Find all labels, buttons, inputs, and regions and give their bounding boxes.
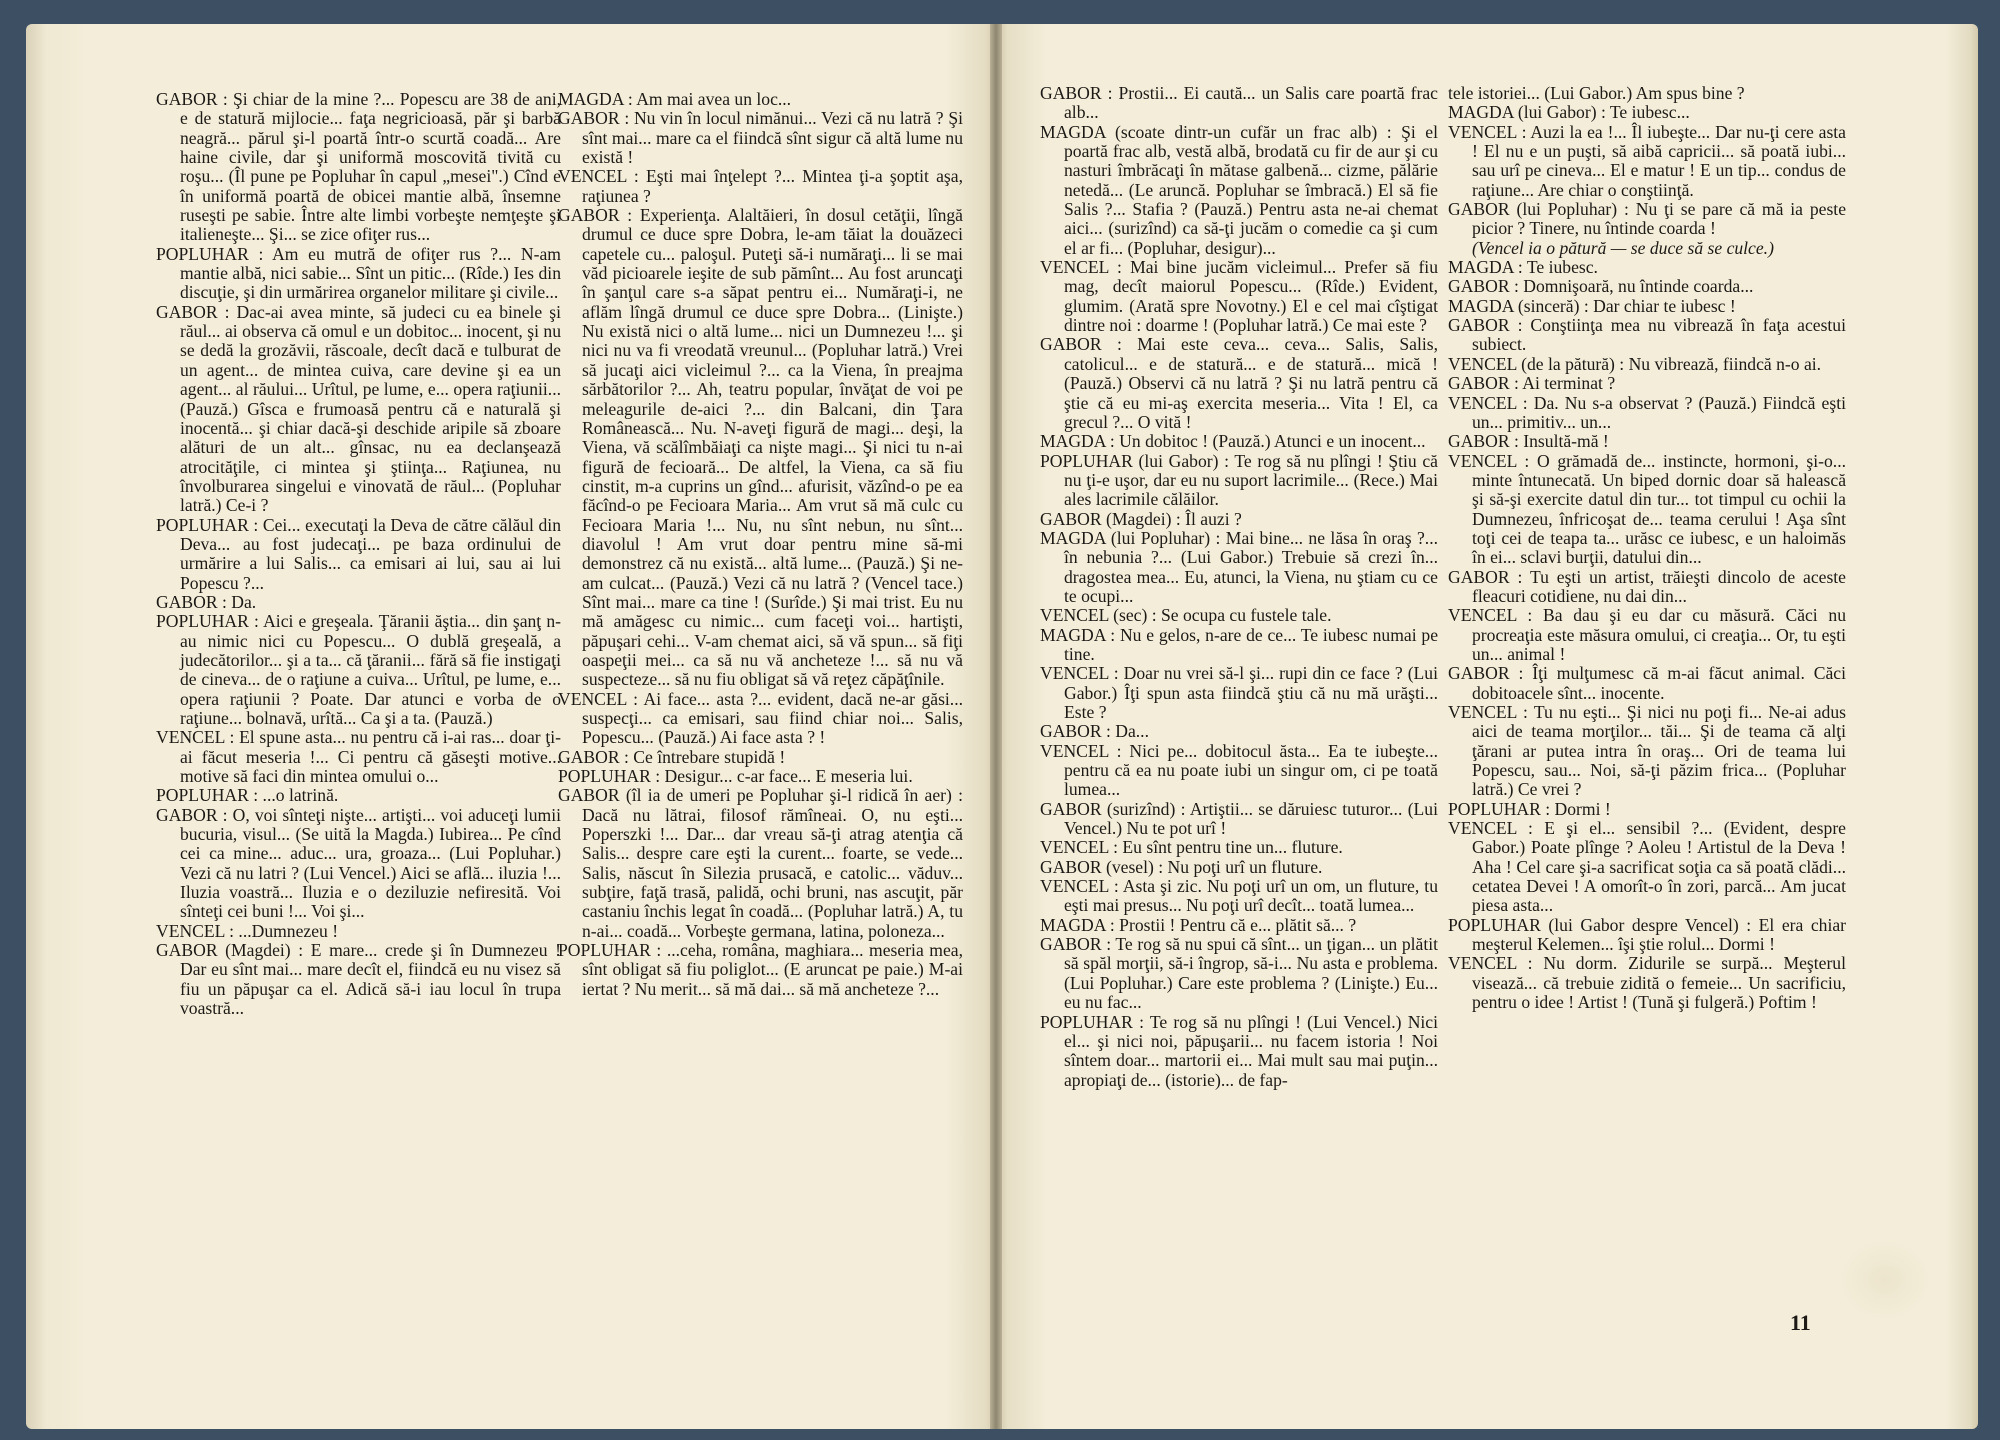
dialogue-paragraph: MAGDA (lui Gabor) : Te iubesc... [1448, 102, 1690, 123]
dialogue-paragraph: POPLUHAR : Dormi ! [1448, 798, 1611, 819]
dialogue-paragraph: VENCEL (sec) : Se ocupa cu fustele tale. [1040, 605, 1332, 626]
dialogue-paragraph: GABOR : Mai este ceva... ceva... Salis, Salis, catolicul... e de statură... e de statură... mică ! (Pauză.) Observi că nu latră ? Şi nu latră pentru că ştie că eu mi-aş exercita meseria... Vita ! El, ca grecul ?... O vită ! [1040, 334, 1438, 432]
dialogue-paragraph: POPLUHAR : Cei... executaţi la Deva de către călăul din Deva... au fost judecaţi... pe baza ordinului de urmărire a lui Salis... ca emisari ai lui, sau ai lui Popescu ?... [156, 514, 561, 593]
dialogue-paragraph: VENCEL : Tu nu eşti... Şi nici nu poţi fi... Ne-ai adus aici de teama morţilor... tăi... Şi de teama că alţi ţărani ar putea intra în oraş... Ori de teama lui Popescu, sau... Noi, să-ţi păzim frica... (Popluhar latră.) Ce vrei ? [1448, 702, 1846, 800]
dialogue-paragraph: POPLUHAR (lui Gabor) : Te rog să nu plîngi ! Ştiu că nu ţi-e uşor, dar eu nu suport lacrimile... (Rece.) Mai ales lacrimile călăilor. [1040, 450, 1438, 510]
text-column-1 [156, 90, 561, 1019]
dialogue-paragraph: (Vencel ia o pătură — se duce să se culce.) [1472, 237, 1774, 258]
dialogue-paragraph: MAGDA : Prostii ! Pentru că e... plătit să... ? [1040, 914, 1357, 935]
dialogue-paragraph: VENCEL : Eu sînt pentru tine un... fluture. [1040, 837, 1343, 858]
dialogue-paragraph: GABOR : Experienţa. Alaltăieri, în dosul cetăţii, lîngă drumul ce duce spre Dobra, le-am tăiat la douăzeci capetele cu... paloşul. Puteţi să-i număraţi... li se mai văd picioarele ieşite de sub pămînt... Au fost aruncaţi în şanţul care s-a săpat pentru ei... Număraţi-i, ne aflăm lîngă drumul ce duce spre Dobra... (Linişte.) Nu există nici o altă lume... nici un Dumnezeu !... şi nici nu va fi vreodată vreunul... (Popluhar latră.) Vrei să jucaţi aici vicleimul ?... ca la Viena, în preajma sărbătorilor ?... Ah, teatru popular, învăţat de voi pe meleagurile de-aici ?... din Balcani, din Ţara Românească... Nu. N-aveţi figură de magi... deşi, la Viena, vă scălîmbăiaţi ca nişte magi... Şi nici tu n-ai figură de fecioară... De altfel, la Viena, ca să fiu cinstit, m-a cuprins un gînd... afurisit, văzînd-o pe ea făcînd-o pe Fecioara Maria... Am vrut să mă culc cu Fecioara Maria !... Nu, nu sînt nebun, nu sînt... diavolul ! Am vrut doar pentru mine să-mi demonstrez că nu există... altă lume... (Pauză.) Şi ne-am culcat... (Pauză.) Vezi că nu latră ? (Vencel tace.) Sînt mai... mare ca tine ! (Surîde.) Şi mai trist. Eu nu mă amăgesc cu nimic... cum faceţi voi... hartişti, păpuşari cehi... V-am chemat aici, să vă spun... să fiţi oaspeţii mei... ca să nu vă ancheteze !... să nu vă suspecteze... să nu fiu obligat să vă reţez căpăţînile. [558, 205, 963, 690]
dialogue-paragraph: VENCEL : O grămadă de... instincte, hormoni, şi-o... minte întunecată. Un biped dornic doar să halească şi să-şi exercite datul din tur... tot timpul cu ochii la Dumnezeu, înfricoşat de... teama cerului ! Aşa sînt toţi cei de teapa ta... urăsc ce iubesc, e un haloimăs în ei... sclavi burţii, datului din... [1448, 450, 1846, 568]
dialogue-paragraph: MAGDA (scoate dintr-un cufăr un frac alb) : Şi el poartă frac alb, vestă albă, brodată cu fir de aur şi cu nasturi îmbrăcaţi în mătase galbenă... cizme, pălărie netedă... (Le aruncă. Popluhar se îmbracă.) El să fie Salis ?... Stafia ? (Pauză.) Pentru asta ne-ai chemat aici... (surizînd) ca să-ţi jucăm o comedie ca şi cum el ar fi... (Popluhar, desigur)... [1040, 121, 1438, 258]
dialogue-paragraph: VENCEL : El spune asta... nu pentru că i-ai ras... doar ţi-ai făcut meseria !... Ci pentru că găseşti motive... motive să faci din mintea omului o... [156, 727, 561, 787]
dialogue-paragraph: VENCEL : Nu dorm. Zidurile se surpă... Meşterul visează... că trebuie zidită o femeie... Un sacrificiu, pentru o idee ! Artist ! (Tună şi fulgeră.) Poftim ! [1448, 953, 1846, 1013]
dialogue-paragraph: VENCEL : Doar nu vrei să-l şi... rupi din ce face ? (Lui Gabor.) Îţi spun asta fiindcă ştiu că nu mă urăşti... Este ? [1040, 663, 1438, 722]
dialogue-paragraph: MAGDA (lui Popluhar) : Mai bine... ne lăsa în oraş ?... în nebunia ?... (Lui Gabor.) Trebuie să crezi în... dragostea mea... Eu, atunci, la Viena, nu ştiam cu ce te ocupi... [1040, 527, 1438, 606]
dialogue-paragraph: MAGDA : Te iubesc. [1448, 257, 1598, 278]
page-number: 11 [1790, 1310, 1811, 1335]
dialogue-paragraph: POPLUHAR (lui Gabor despre Vencel) : El era chiar meşterul Kelemen... îşi ştie rolul... Dormi ! [1448, 914, 1846, 955]
dialogue-paragraph: GABOR : Îţi mulţumesc că m-ai făcut animal. Căci dobitoacele sînt... inocente. [1448, 663, 1846, 703]
dialogue-paragraph: POPLUHAR : Aici e greşeala. Ţăranii ăştia... din şanţ n-au nimic nici cu Popescu... O dublă greşeală, a judecătorilor... şi a ta... că ţăranii... fără să fie instigaţi de cineva... de o raţiune a cuiva... Urîtul, pe lume, e... opera raţiunii ? Poate. Dar atunci e vorba de o raţiune... bolnavă, urîtă... Ca şi a ta. (Pauză.) [156, 611, 561, 728]
dialogue-paragraph: GABOR (vesel) : Nu poţi urî un fluture. [1040, 856, 1323, 877]
dialogue-paragraph: VENCEL : Asta şi zic. Nu poţi urî un om, un fluture, tu eşti mai presus... Nu poţi urî decît... toată lumea... [1040, 876, 1438, 916]
dialogue-paragraph: GABOR : Dac-ai avea minte, să judeci cu ea binele şi răul... ai observa că omul e un dobitoc... inocent, şi nu se dedă la grozăvii, răscoale, decît dacă e tulburat de un agent... de mintea cuiva, care devine şi ea un agent... al răului... Urîtul, pe lume, e... opera raţiunii... (Pauză.) Gîsca e frumoasă pentru că e naturală şi inocentă... şi chiar dacă-şi deschide aripile să zboare alături de un alt... gînsac, nu ea declanşează atrocităţile, ci mintea şi ştiinţa... Raţiunea, nu învolburarea singelui e vinovată de răul... (Popluhar latră.) Ce-i ? [156, 301, 561, 516]
dialogue-paragraph: GABOR (îl ia de umeri pe Popluhar şi-l ridică în aer) : Dacă nu lătrai, filosof rămîneai. O, nu eşti... Poperszki !... Dar... dar vreau să-ţi atrag atenţia că Salis... despre care eşti la curent... foarte, se vede... Salis, născut în Silezia prusacă, e catolic... văduv... subţire, faţă trasă, palidă, ochi bruni, nas ascuţit, păr castaniu închis legat în coadă... (Popluhar latră.) A, tu n-ai... coadă... Vorbeşte germana, latina, poloneza... [558, 785, 963, 941]
dialogue-paragraph: GABOR : Nu vin în locul nimănui... Vezi că nu latră ? Şi sînt mai... mare ca el fiindcă sînt sigur că altă lume nu există ! [558, 108, 963, 168]
text-column-4 [1448, 84, 1846, 1013]
dialogue-paragraph: tele istoriei... (Lui Gabor.) Am spus bine ? [1448, 83, 1745, 103]
dialogue-paragraph: GABOR : Da... [1040, 721, 1149, 742]
dialogue-paragraph: MAGDA : Am mai avea un loc... [558, 89, 792, 109]
dialogue-paragraph: GABOR (surizînd) : Artiştii... se dăruiesc tuturor... (Lui Vencel.) Nu te pot urî ! [1040, 798, 1438, 839]
dialogue-paragraph: GABOR : Ce întrebare stupidă ! [558, 746, 786, 767]
dialogue-paragraph: GABOR : Da. [156, 591, 257, 612]
dialogue-paragraph: GABOR : Ai terminat ? [1448, 373, 1616, 394]
dialogue-paragraph: GABOR (Magdei) : E mare... crede şi în Dumnezeu ! Dar eu sînt mai... mare decît el, fiindcă eu nu visez să fiu un păpuşar ca el. Adică să-i iau locul în trupa voastră... [156, 940, 561, 1019]
dialogue-paragraph: GABOR (Magdei) : Îl auzi ? [1040, 508, 1242, 529]
dialogue-paragraph: GABOR : Conştiinţa mea nu vibrează în faţa acestui subiect. [1448, 315, 1846, 355]
dialogue-paragraph: GABOR : Domnişoară, nu întinde coarda... [1448, 276, 1754, 297]
text-column-2 [558, 90, 963, 999]
dialogue-paragraph: VENCEL : E şi el... sensibil ?... (Evident, despre Gabor.) Poate plînge ? Aoleu ! Artistul de la Deva ! Aha ! Cel care şi-a sacrificat soţia ca să poată clădi... cetatea Devei ! A omorît-o în zori, parcă... Am jucat piesa asta... [1448, 818, 1846, 916]
dialogue-paragraph: GABOR : O, voi sînteţi nişte... artişti... voi aduceţi lumii bucuria, visul... (Se uită la Magda.) Iubirea... Pe cînd cei ca mine... aduc... ura, groaza... (Lui Popluhar.) Vezi că nu latri ? (Lui Vencel.) Aici se află... iluzia !... Iluzia voastră... Iluzia e o deziluzie nefiresită. Voi sînteţi cei buni !... Voi şi... [156, 804, 561, 922]
dialogue-paragraph: MAGDA (sinceră) : Dar chiar te iubesc ! [1448, 295, 1736, 316]
dialogue-paragraph: GABOR : Insultă-mă ! [1448, 431, 1609, 452]
dialogue-paragraph: GABOR : Te rog să nu spui că sînt... un ţigan... un plătit să spăl morţii, să-i îngrop, să-i... Nu asta e problema. (Lui Popluhar.) Care este problema ? (Linişte.) Eu... eu nu fac... [1040, 934, 1438, 1013]
dialogue-paragraph: VENCEL (de la pătură) : Nu vibrează, fiindcă n-o ai. [1448, 353, 1822, 374]
dialogue-paragraph: VENCEL : Nici pe... dobitocul ăsta... Ea te iubeşte... pentru că ea nu poate iubi un singur om, ci pe toată lumea... [1040, 740, 1438, 800]
dialogue-paragraph: POPLUHAR : ...ceha, româna, maghiara... meseria mea, sînt obligat să fiu poliglot... (E aruncat pe paie.) M-ai iertat ? Nu merit... să mă dai... să mă ancheteze ?... [558, 940, 963, 999]
dialogue-paragraph: POPLUHAR : ...o latrină. [156, 785, 339, 806]
dialogue-paragraph: MAGDA : Nu e gelos, n-are de ce... Te iubesc numai pe tine. [1040, 624, 1438, 664]
dialogue-paragraph: GABOR : Prostii... Ei caută... un Salis care poartă frac alb... [1040, 83, 1438, 123]
dialogue-paragraph: POPLUHAR : Am eu mutră de ofiţer rus ?... N-am mantie albă, nici sabie... Sînt un pitic... (Rîde.) Ies din discuţie, şi din urmărirea organelor militare şi civile... [156, 243, 561, 303]
dialogue-paragraph: VENCEL : Eşti mai înţelept ?... Mintea ţi-a şoptit aşa, raţiunea ? [558, 166, 963, 206]
dialogue-paragraph: VENCEL : Ba dau şi eu dar cu măsură. Căci nu procreaţia este măsura omului, ci creaţia... Or, tu eşti un... animal ! [1448, 605, 1846, 664]
dialogue-paragraph: GABOR (lui Popluhar) : Nu ţi se pare că mă ia peste picior ? Tinere, nu întinde coarda ! [1448, 199, 1846, 239]
dialogue-paragraph: MAGDA : Un dobitoc ! (Pauză.) Atunci e un inocent... [1040, 431, 1426, 452]
dialogue-paragraph: VENCEL : Auzi la ea !... Îl iubeşte... Dar nu-ţi cere asta ! El nu e un puşti, să aibă capricii... să poată iubi... sau urî pe cineva... El e matur ! E un tip... condus de raţiune... Are chiar o conştiinţă. [1448, 121, 1846, 200]
paper-stain [1840, 1240, 1930, 1320]
dialogue-paragraph: VENCEL : Ai face... asta ?... evident, dacă ne-ar găsi... suspecţi... ca emisari, sau fiind chiar noi... Salis, Popescu... (Pauză.) Ai face asta ? ! [558, 688, 963, 748]
dialogue-paragraph: GABOR : Şi chiar de la mine ?... Popescu are 38 de ani, e de statură mijlocie... faţa negricioasă, păr şi barbă neagră... părul şi-l poartă într-o scurtă coadă... Are haine civile, dar şi uniformă moscovită tivită cu roşu... (Îl pune pe Popluhar în capul „mesei".) Cînd e în uniformă poartă de obicei mantie albă, însemne ruseşti pe sabie. Între alte limbi vorbeşte nemţeşte şi italieneşte... Şi... se zice ofiţer rus... [156, 89, 561, 245]
dialogue-paragraph: VENCEL : Mai bine jucăm vicleimul... Prefer să fiu mag, decît maiorul Popescu... (Rîde.) Evident, glumim. (Arată spre Novotny.) El e cel mai cîştigat dintre noi : doarme ! (Popluhar latră.) Ce mai este ? [1040, 257, 1438, 336]
text-column-3 [1040, 84, 1438, 1090]
dialogue-paragraph: POPLUHAR : Te rog să nu plîngi ! (Lui Vencel.) Nici el... şi nici noi, păpuşarii... nu facem istoria ! Noi sîntem doar... martorii ei... Mai mult sau mai puţin... apropiaţi de... (istorie)... de fap- [1040, 1011, 1438, 1090]
dialogue-paragraph: POPLUHAR : Desigur... c-ar face... E meseria lui. [558, 766, 913, 787]
dialogue-paragraph: VENCEL : Da. Nu s-a observat ? (Pauză.) Fiindcă eşti un... primitiv... un... [1448, 392, 1846, 432]
book-gutter [990, 24, 1002, 1429]
dialogue-paragraph: VENCEL : ...Dumnezeu ! [156, 920, 339, 941]
dialogue-paragraph: GABOR : Tu eşti un artist, trăieşti dincolo de aceste fleacuri cotidiene, nu dai din... [1448, 566, 1846, 606]
